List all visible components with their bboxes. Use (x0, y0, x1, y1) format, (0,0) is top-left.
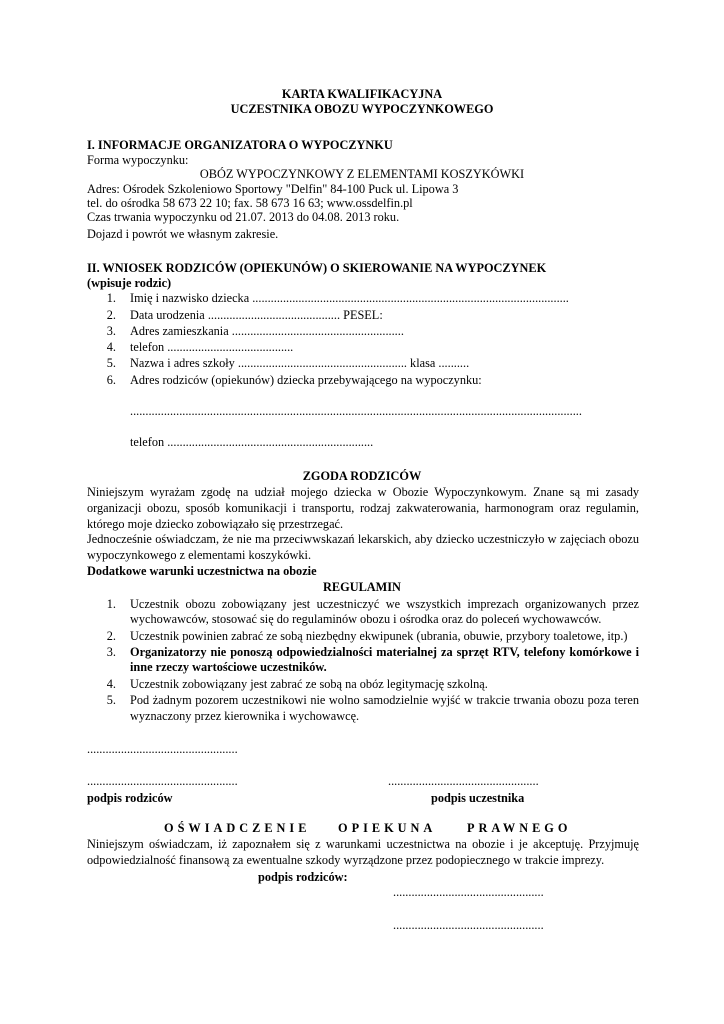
parents-signature-line[interactable]: ................................................. (87, 774, 238, 788)
section2-subheading: (wpisuje rodzic) (87, 276, 172, 290)
extra-conditions-heading: Dodatkowe warunki uczestnictwa na obozie (87, 564, 317, 578)
parents-signature-label: podpis rodziców (87, 791, 173, 805)
rule-line: Organizatorzy nie ponoszą odpowiedzialności materialnej za sprzęt RTV, telefony komórkowe i (130, 646, 639, 659)
phone-field[interactable]: telefon ......................................... (130, 340, 294, 354)
document-subtitle: UCZESTNIKA OBOZU WYPOCZYNKOWEGO (230, 102, 494, 116)
rule-line: wychowawców, stosować się do regulaminów obozu i ośrodka oraz do poleceń wychowawców. (130, 612, 602, 626)
parents-phone-line[interactable]: telefon ................................................................... (130, 435, 374, 449)
rule-line: inne rzeczy wartościowe uczestników. (130, 660, 327, 674)
signature-line[interactable]: ................................................. (87, 742, 238, 756)
parents-address-label: Adres rodziców (opiekunów) dziecka przebywającego na wypoczynku: (130, 373, 482, 387)
list-item-number: 5. (106, 693, 116, 707)
consent-paragraph-line: którego moje dziecko zobowiązało się przestrzegać. (87, 517, 344, 531)
duration: Czas trwania wypoczynku od 21.07. 2013 do 04.08. 2013 roku. (87, 210, 400, 224)
form-label: Forma wypoczynku: (87, 153, 189, 167)
list-item-number: 4. (106, 340, 116, 354)
list-item-number: 2. (106, 308, 116, 322)
document-title: KARTA KWALIFIKACYJNA (281, 87, 443, 101)
list-item-number: 3. (106, 324, 116, 338)
rule-line: Uczestnik zobowiązany jest zabrać ze sobą na obóz legitymację szkolną. (130, 677, 488, 691)
list-item-number: 1. (106, 597, 116, 611)
consent-paragraph-line: organizacji obozu, sposób komunikacji i transportu, rodzaj zakwaterowania, harmonogram oraz regulamin, (87, 502, 639, 515)
guardian-heading-word: OPIEKUNA (338, 821, 437, 835)
organizer-contact: tel. do ośrodka 58 673 22 10; fax. 58 673 16 63; www.ossdelfin.pl (87, 196, 413, 210)
parents-address-line[interactable]: ................................................................................................................................................... (130, 404, 582, 418)
rule-line: wyznaczony przez kierownika i wychowawcę. (130, 709, 360, 723)
participant-signature-line[interactable]: ................................................. (388, 774, 539, 788)
guardian-paragraph-line: Niniejszym oświadczam, iż zapoznałem się z warunkami uczestnictwa na obozie i je akceptuję. Przyjmuję (87, 838, 639, 851)
rules-heading: REGULAMIN (323, 580, 401, 594)
list-item-number: 1. (106, 291, 116, 305)
section1-heading: I. INFORMACJE ORGANIZATORA O WYPOCZYNKU (87, 138, 393, 152)
participant-signature-label: podpis uczestnika (431, 791, 525, 805)
rule-line: Pod żadnym pozorem uczestnikowi nie wolno samodzielnie wyjść w trakcie trwania obozu poza teren (130, 694, 639, 707)
travel-info: Dojazd i powrót we własnym zakresie. (87, 227, 279, 241)
guardian-heading-word: PRAWNEGO (467, 821, 572, 835)
list-item-number: 2. (106, 629, 116, 643)
consent-heading: ZGODA RODZICÓW (302, 469, 422, 483)
form-value: OBÓZ WYPOCZYNKOWY Z ELEMENTAMI KOSZYKÓWKI (199, 167, 525, 181)
home-address-field[interactable]: Adres zamieszkania ........................................................ (130, 324, 404, 338)
child-name-field[interactable]: Imię i nazwisko dziecka ....................................................................................................... (130, 291, 569, 305)
rule-line: Uczestnik obozu zobowiązany jest uczestniczyć we wszystkich imprezach organizowanych przez (130, 598, 639, 611)
list-item-number: 6. (106, 373, 116, 387)
school-field[interactable]: Nazwa i adres szkoły ....................................................... klasa .......... (130, 356, 470, 370)
consent-paragraph-line: Jednocześnie oświadczam, że nie ma przeciwwskazań lekarskich, aby dziecko uczestniczyło w zajęciach obozu (87, 533, 639, 546)
section2-heading: II. WNIOSEK RODZICÓW (OPIEKUNÓW) O SKIEROWANIE NA WYPOCZYNEK (87, 261, 547, 275)
rule-line: Uczestnik powinien zabrać ze sobą niezbędny ekwipunek (ubrania, obuwie, przybory toaletowe, itp.) (130, 629, 628, 643)
consent-paragraph-line: Niniejszym wyrażam zgodę na udział mojego dziecka w Obozie Wypoczynkowym. Znane są mi zasady (87, 486, 639, 499)
guardian-signature-line[interactable]: ................................................. (393, 885, 544, 899)
guardian-signature-line[interactable]: ................................................. (393, 918, 544, 932)
guardian-heading-word: OŚWIADCZENIE (164, 821, 311, 835)
list-item-number: 5. (106, 356, 116, 370)
guardian-paragraph-line: odpowiedzialność finansową za ewentualne szkody wyrządzone przez podopiecznego w trakcie imprezy. (87, 853, 605, 867)
consent-paragraph-line: wypoczynkowego z elementami koszykówki. (87, 548, 312, 562)
birthdate-pesel-field[interactable]: Data urodzenia ........................................... PESEL: (130, 308, 383, 322)
organizer-address: Adres: Ośrodek Szkoleniowo Sportowy "Delfin" 84-100 Puck ul. Lipowa 3 (87, 182, 459, 196)
list-item-number: 3. (106, 645, 116, 659)
guardian-signature-label: podpis rodziców: (258, 870, 348, 884)
list-item-number: 4. (106, 677, 116, 691)
